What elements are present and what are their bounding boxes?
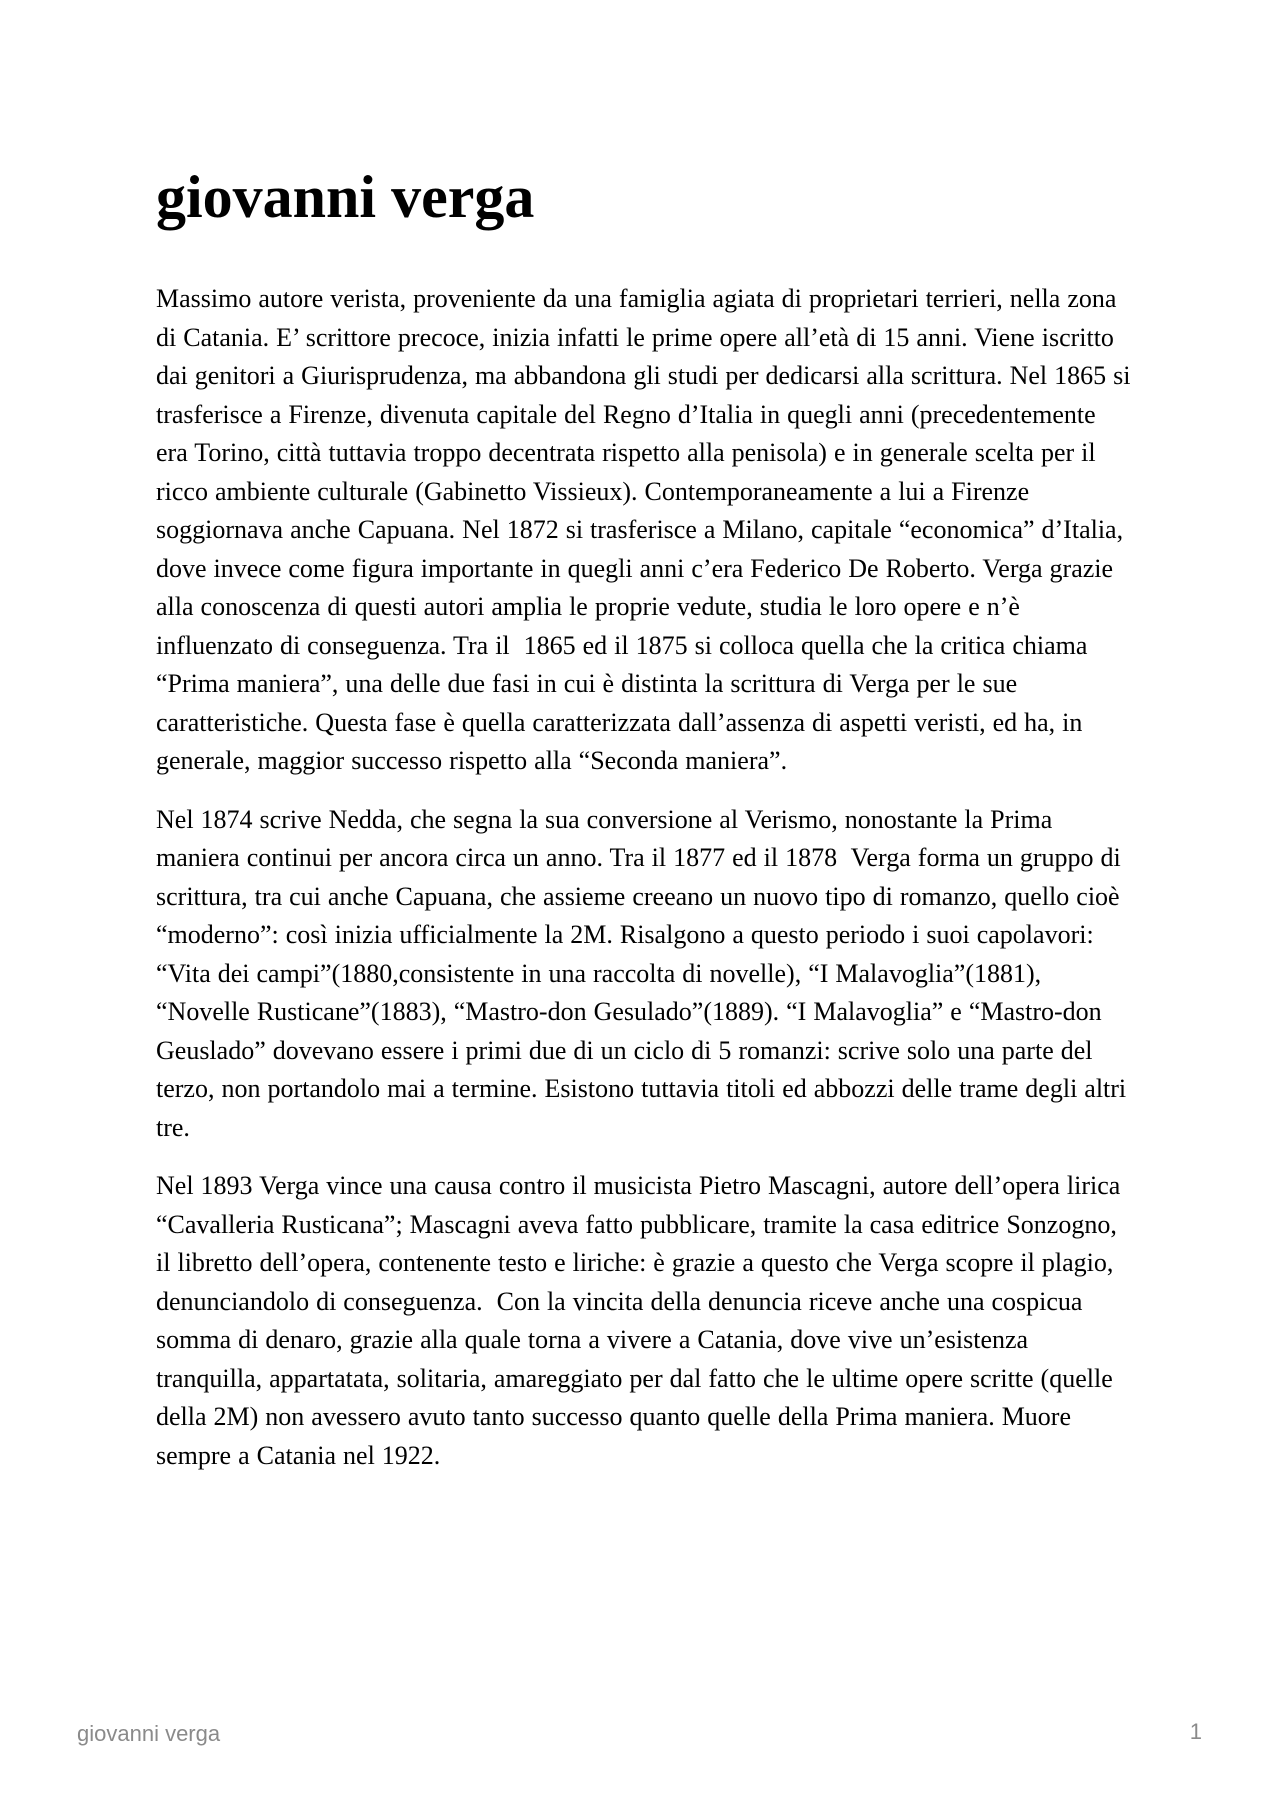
document-body [156,0,1138,1495]
paragraph-biography-early-life: Massimo autore verista, proveniente da una famiglia agiata di proprietari terrieri, nella zona di Catania. E’ scrittore precoce, inizia infatti le prime opere all’età di 15 anni. Viene iscritto dai genitori a Giurisprudenza, ma abbandona gli studi per dedicarsi alla scrittura. Nel 1865 si trasferisce a Firenze, divenuta capitale del Regno d’Italia in quegli anni (precedentemente era Torino, città tuttavia troppo decentrata rispetto alla penisola) e in generale scelta per il ricco ambiente culturale (Gabinetto Vissieux). Contemporaneamente a lui a Firenze soggiornava anche Capuana. Nel 1872 si trasferisce a Milano, capitale “economica” d’Italia, dove invece come figura importante in quegli anni c’era Federico De Roberto. Verga grazie alla conoscenza di questi autori amplia le proprie vedute, studia le loro opere e n’è influenzato di conseguenza. Tra il 1865 ed il 1875 si colloca quella che la critica chiama “Prima maniera”, una delle due fasi in cui è distinta la scrittura di Verga per le sue caratteristiche. Questa fase è quella caratterizzata dall’assenza di aspetti veristi, ed ha, in generale, maggior successo rispetto alla “Seconda maniera”. [156,284,1138,775]
footer-page-number: 1 [1189,1719,1202,1744]
footer-document-name: giovanni verga [77,1721,221,1746]
paragraph-verismo-works: Nel 1874 scrive Nedda, che segna la sua conversione al Verismo, nonostante la Prima maniera continui per ancora circa un anno. Tra il 1877 ed il 1878 Verga forma un gruppo di scrittura, tra cui anche Capuana, che assieme creeano un nuovo tipo di romanzo, quello cioè “moderno”: così inizia ufficialmente la 2M. Risalgono a questo periodo i suoi capolavori: “Vita dei campi”(1880,consistente in una raccolta di novelle), “I Malavoglia”(1881), “Novelle Rusticane”(1883), “Mastro-don Gesulado”(1889). “I Malavoglia” e “Mastro-don Geuslado” dovevano essere i primi due di un ciclo di 5 romanzi: scrive solo una parte del terzo, non portandolo mai a termine. Esistono tuttavia titoli ed abbozzi delle trame degli altri tre. [156,804,1134,1142]
paragraph-mascagni-lawsuit: Nel 1893 Verga vince una causa contro il musicista Pietro Mascagni, autore dell’opera lirica “Cavalleria Rusticana”; Mascagni aveva fatto pubblicare, tramite la casa editrice Sonzogno, il libretto dell’opera, contenente testo e liriche: è grazie a questo che Verga scopre il plagio, denunciandolo di conseguenza. Con la vincita della denuncia riceve anche una cospicua somma di denaro, grazie alla quale torna a vivere a Catania, dove vive un’esistenza tranquilla, appartatata, solitaria, amareggiato per dal fatto che le ultime opere scritte (quelle della 2M) non avessero avuto tanto successo quanto quelle della Prima maniera. Muore sempre a Catania nel 1922. [156,1171,1128,1470]
document-title: giovanni verga [156,164,535,230]
